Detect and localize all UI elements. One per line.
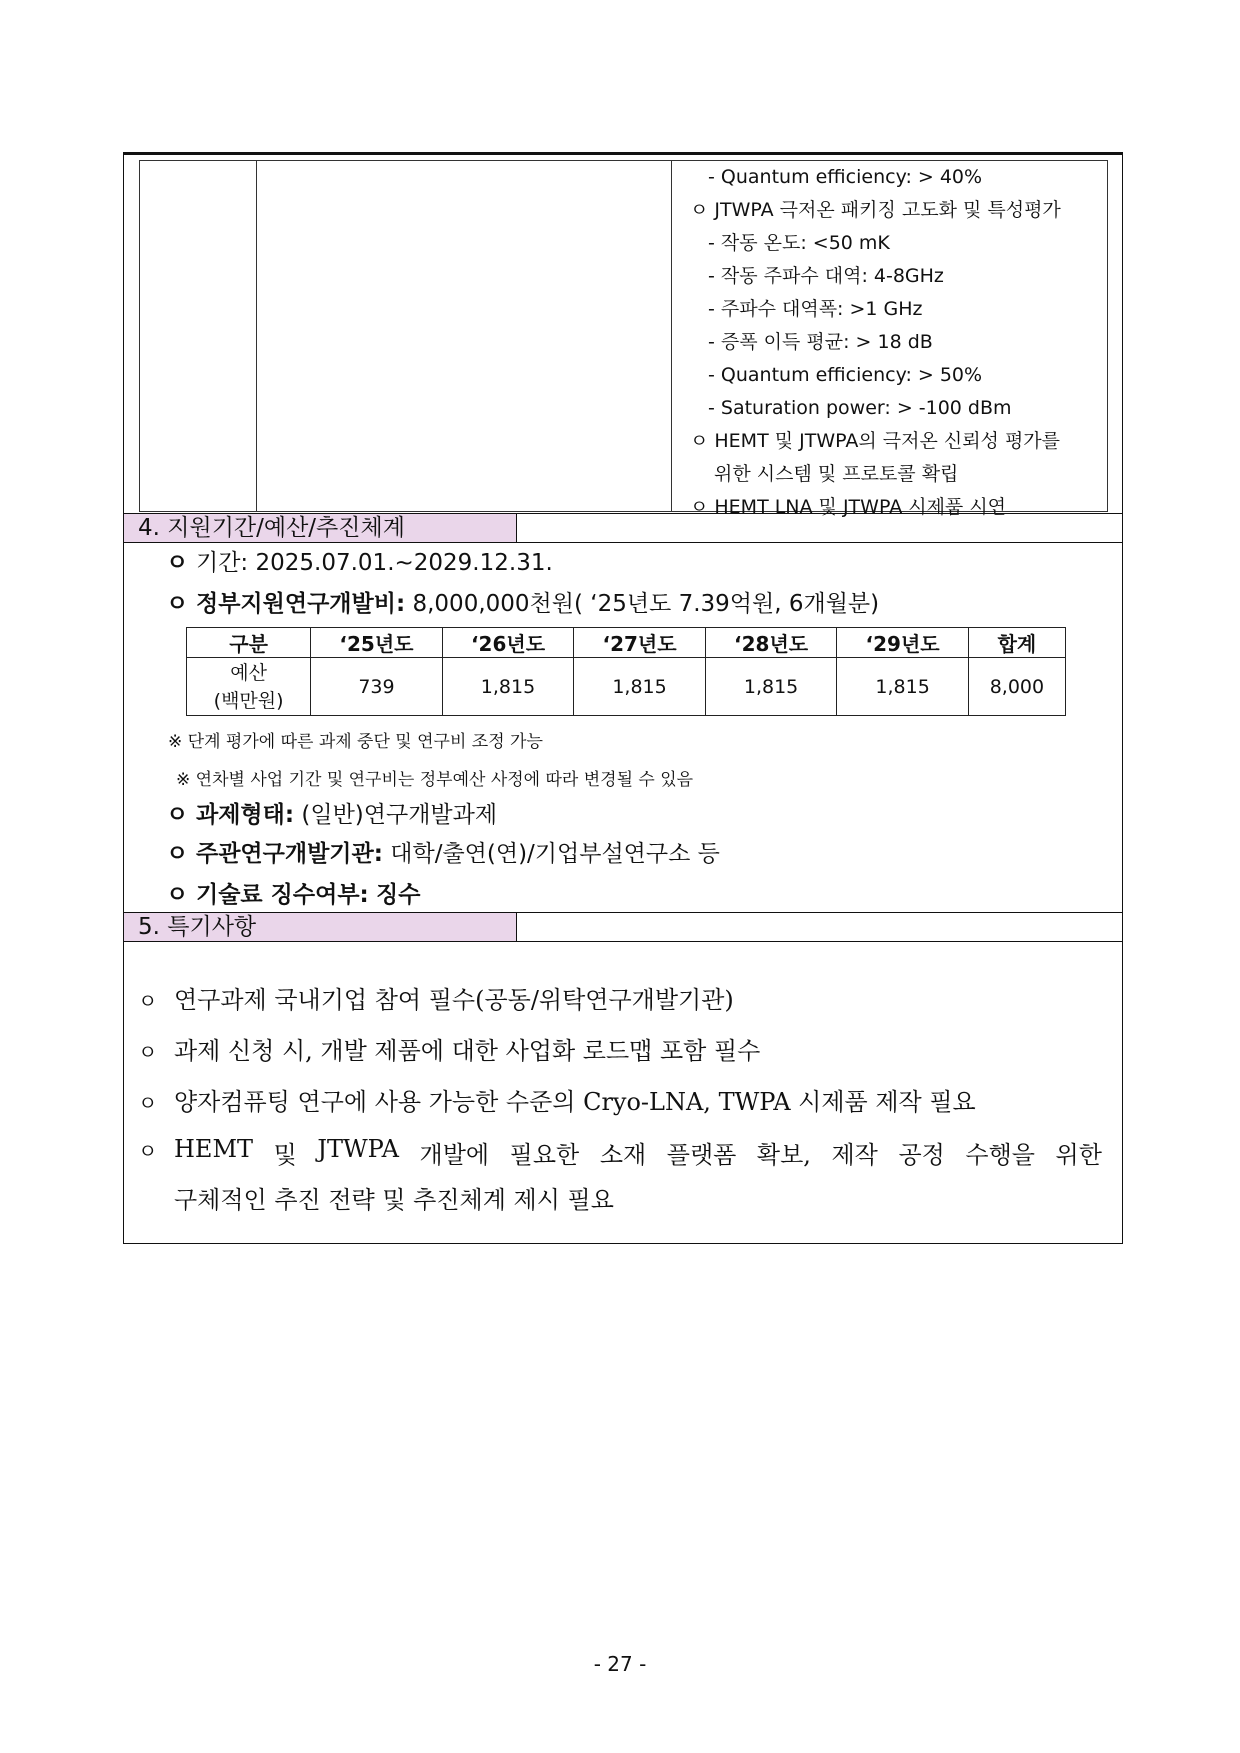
- bullet-mark: ㅇ: [138, 1139, 158, 1163]
- period-item: [166, 544, 553, 577]
- bullet-mark: ㅇ: [166, 550, 189, 576]
- spec-line: - Quantum efficiency: > 40%: [708, 166, 983, 188]
- type-label: 과제형태:: [196, 802, 295, 828]
- bullet-mark: ㅇ: [138, 1040, 158, 1064]
- special-item-1-text: 연구과제 국내기업 참여 필수(공동/위탁연구개발기관): [174, 986, 734, 1014]
- spec-line: - Quantum efficiency: > 50%: [708, 364, 983, 386]
- budget-value-cell: 1,815: [705, 658, 837, 716]
- special-item-4-word: 및: [273, 1141, 297, 1169]
- budget-row-label: [187, 658, 311, 716]
- period-label: 기간:: [196, 550, 249, 576]
- page-number: - 27 -: [593, 1652, 647, 1676]
- budget-value-row: [187, 658, 1066, 716]
- special-item-2: [138, 1031, 760, 1066]
- type-value: (일반)연구개발과제: [301, 802, 498, 828]
- section5-body: [123, 942, 1123, 1244]
- budget-value-cell: 739: [311, 658, 443, 716]
- spec-line: ㅇ HEMT 및 JTWPA의 극저온 신뢰성 평가를: [690, 430, 1061, 452]
- funding-value: 8,000,000천원( ‘25년도 7.39억원, 6개월분): [412, 591, 880, 617]
- special-item-1: [138, 980, 734, 1015]
- budget-value-cell: 1,815: [837, 658, 969, 716]
- special-item-4-line1: [174, 1135, 1102, 1170]
- fee-item: [166, 876, 420, 909]
- budget-value-cell: 1,815: [442, 658, 574, 716]
- bullet-mark: ㅇ: [138, 1091, 158, 1115]
- special-item-2-text: 과제 신청 시, 개발 제품에 대한 사업화 로드맵 포함 필수: [174, 1037, 761, 1065]
- spec-line: - 주파수 대역폭: >1 GHz: [708, 298, 923, 320]
- period-value: 2025.07.01.~2029.12.31.: [255, 550, 553, 576]
- special-item-4-word: 개발에: [419, 1141, 490, 1169]
- section5-header: [123, 912, 1123, 942]
- special-item-4-word: JTWPA: [317, 1135, 399, 1163]
- org-value: 대학/출연(연)/기업부설연구소 등: [390, 841, 720, 867]
- special-item-4-line2: 구체적인 추진 전략 및 추진체계 제시 필요: [174, 1186, 614, 1214]
- special-item-4-word: 공정: [898, 1141, 945, 1169]
- special-item-3-text: 양자컴퓨팅 연구에 사용 가능한 수준의 Cryo-LNA, TWPA 시제품 제작 필요: [174, 1088, 976, 1116]
- spec-line: ㅇ HEMT LNA 및 JTWPA 시제품 시연: [690, 496, 1007, 518]
- special-item-4-word: 소재: [599, 1141, 647, 1169]
- table-cell-empty-b: [256, 160, 671, 512]
- spec-line: 위한 시스템 및 프로토콜 확립: [714, 463, 959, 485]
- spec-line: - 증폭 이득 평균: > 18 dB: [708, 331, 933, 353]
- special-item-4-word: HEMT: [174, 1135, 254, 1163]
- bullet-mark: ㅇ: [138, 989, 158, 1013]
- budget-value-cell: 8,000: [968, 658, 1065, 716]
- section4-title: 4. 지원기간/예산/추진체계: [124, 514, 517, 542]
- budget-header-cell: ‘29년도: [837, 628, 969, 658]
- funding-label: 정부지원연구개발비:: [196, 591, 406, 617]
- special-item-4-word: 제작: [831, 1141, 878, 1169]
- budget-value-cell: 1,815: [574, 658, 706, 716]
- fee-value: 징수: [376, 882, 421, 908]
- bullet-mark: ㅇ: [166, 882, 189, 908]
- bullet-mark: ㅇ: [166, 841, 189, 867]
- special-item-4-word: 플랫폼: [666, 1141, 737, 1169]
- note-stage-evaluation: ※ 단계 평가에 따른 과제 중단 및 연구비 조정 가능: [168, 732, 543, 752]
- org-label: 주관연구개발기관:: [196, 841, 383, 867]
- spec-list: [690, 161, 1099, 524]
- spec-line: - 작동 주파수 대역: 4-8GHz: [708, 265, 944, 287]
- special-item-4: [138, 1135, 1102, 1215]
- budget-header-cell: 합계: [968, 628, 1065, 658]
- budget-header-cell: ‘26년도: [442, 628, 574, 658]
- budget-header-cell: 구분: [187, 628, 311, 658]
- special-item-4-word: 위한: [1055, 1141, 1102, 1169]
- note-annual-budget: ※ 연차별 사업 기간 및 연구비는 정부예산 사정에 따라 변경될 수 있음: [176, 770, 694, 790]
- funding-item: [166, 585, 879, 618]
- row-label-line1: 예산: [230, 661, 267, 684]
- budget-header-cell: ‘28년도: [705, 628, 837, 658]
- spec-table-continuation: [123, 152, 1123, 518]
- section5-title: 5. 특기사항: [124, 913, 517, 941]
- bullet-mark: ㅇ: [166, 591, 189, 617]
- spec-line: - Saturation power: > -100 dBm: [708, 397, 1012, 419]
- table-cell-spec: [671, 160, 1108, 518]
- budget-table: [186, 627, 1066, 716]
- special-item-4-word: 필요한: [509, 1141, 580, 1169]
- budget-header-cell: ‘27년도: [574, 628, 706, 658]
- org-item: [166, 835, 720, 868]
- special-item-4-word: 확보,: [756, 1141, 811, 1169]
- spec-line: ㅇ JTWPA 극저온 패키징 고도화 및 특성평가: [690, 199, 1061, 221]
- special-item-4-word: 수행을: [965, 1141, 1035, 1169]
- spec-line: - 작동 온도: <50 mK: [708, 232, 890, 254]
- budget-header-cell: ‘25년도: [311, 628, 443, 658]
- fee-label: 기술료 징수여부:: [196, 882, 369, 908]
- type-item: [166, 796, 497, 829]
- section4-body: [123, 543, 1123, 912]
- section4-header: [123, 513, 1123, 543]
- table-cell-empty-a: [139, 160, 256, 512]
- special-item-3: [138, 1082, 976, 1117]
- budget-header-row: [187, 628, 1066, 658]
- row-label-line2: (백만원): [213, 689, 284, 712]
- bullet-mark: ㅇ: [166, 802, 189, 828]
